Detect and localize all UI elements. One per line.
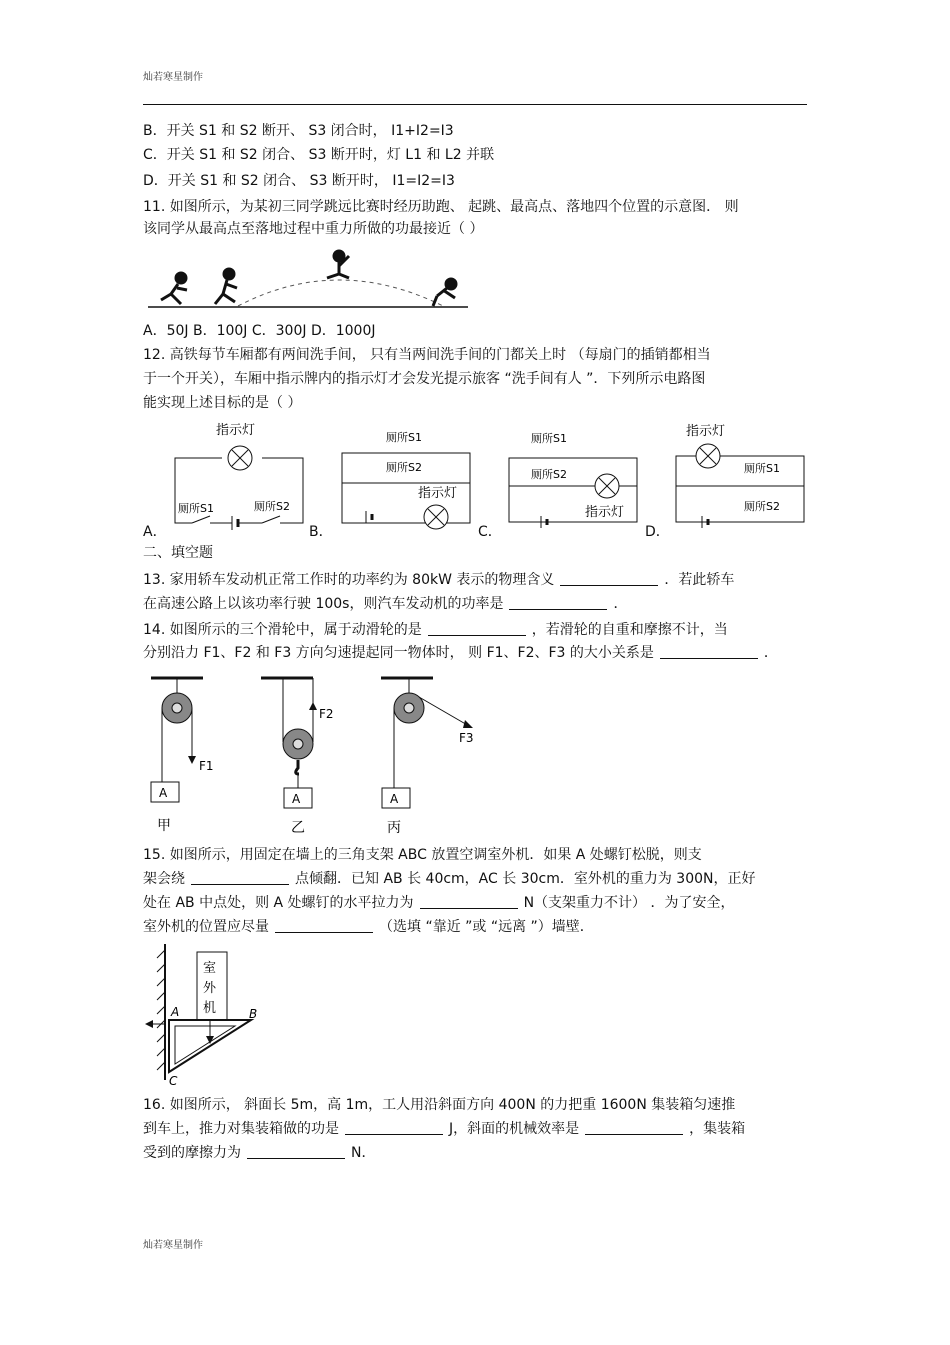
runner-icon [161, 273, 187, 304]
svg-text:A: A [390, 792, 399, 806]
jumper-landing-icon [433, 279, 456, 306]
circuit-b-label: B． [309, 524, 333, 540]
q10-option-c: C．开关 S1 和 S2 闭合、 S3 断开时，灯 L1 和 L2 并联 [143, 147, 495, 163]
answer-blank[interactable] [660, 644, 758, 659]
svg-text:室: 室 [203, 961, 217, 976]
svg-text:厕所S1: 厕所S1 [531, 432, 567, 445]
q14-line1: 14. 如图所示的三个滑轮中，属于动滑轮的是 ，若滑轮的自重和摩擦不计，当 [143, 622, 728, 638]
q15-line4: 室外机的位置应尽量 （选填 “靠近 ”或 “远离 ”）墙壁． [143, 919, 594, 935]
answer-blank[interactable] [509, 595, 607, 610]
q11-stem-line1: 11. 如图所示，为某初三同学跳远比赛时经历助跑、 起跳、最高点、落地四个位置的示意图． 则 [143, 199, 739, 215]
point-b-label: B [249, 1007, 258, 1021]
q12-stem-line1: 12. 高铁每节车厢都有两间洗手间， 只有当两间洗手间的门都关上时 （每扇门的插销都相当 [143, 347, 711, 363]
svg-text:指示灯: 指示灯 [418, 486, 458, 501]
label-yi: 乙 [291, 820, 305, 836]
svg-text:厕所S2: 厕所S2 [744, 500, 780, 513]
svg-text:外: 外 [203, 981, 217, 996]
pulley-yi [261, 678, 334, 836]
svg-text:厕所S2: 厕所S2 [531, 468, 567, 481]
circuit-c [505, 428, 641, 528]
bracket-figure [143, 940, 273, 1090]
circuit-d-label: D． [645, 524, 670, 540]
q15-line2: 架会绕 点倾翻．已知 AB 长 40cm，AC 长 30cm．室外机的重力为 300N，正好 [143, 871, 756, 887]
svg-text:F3: F3 [459, 731, 474, 745]
q16-line1: 16. 如图所示， 斜面长 5m，高 1m，工人用沿斜面方向 400N 的力把重 1600N 集装箱匀速推 [143, 1097, 736, 1113]
svg-text:机: 机 [203, 1001, 217, 1016]
label-bing: 丙 [387, 820, 401, 836]
q15-line3: 处在 AB 中点处，则 A 处螺钉的水平拉力为 N（支架重力不计） ．为了安全， [143, 895, 735, 911]
q12-stem-line3: 能实现上述目标的是（ ） [143, 395, 302, 411]
switch-s1-label: 厕所S1 [178, 502, 214, 515]
circuit-c-label: C． [478, 524, 502, 540]
circuit-b [338, 425, 474, 530]
q12-stem-line2: 于一个开关），车厢中指示牌内的指示灯才会发光提示旅客 “洗手间有人 ”．下列所示电路图 [143, 371, 706, 387]
circuit-a-label: A． [143, 524, 167, 540]
svg-text:F2: F2 [319, 707, 334, 721]
answer-blank[interactable] [420, 894, 518, 909]
q14-line2: 分别沿力 F1、F2 和 F3 方向匀速提起同一物体时， 则 F1、F2、F3 的大小关系是 ． [143, 645, 778, 661]
q16-line2: 到车上，推力对集装箱做的功是 J，斜面的机械效率是 ，集装箱 [143, 1121, 746, 1137]
circuit-a [172, 418, 307, 530]
svg-text:厕所S2: 厕所S2 [386, 461, 422, 474]
q11-options: A．50J B．100J C．300J D．1000J [143, 323, 376, 339]
answer-blank[interactable] [345, 1120, 443, 1135]
circuit-d [672, 420, 810, 528]
point-c-label: C [169, 1074, 178, 1088]
lamp-label: 指示灯 [216, 423, 256, 438]
jumper-takeoff-icon [215, 269, 237, 304]
answer-blank[interactable] [191, 870, 289, 885]
answer-blank[interactable] [247, 1144, 345, 1159]
section-fill-in: 二、填空题 [143, 545, 213, 561]
answer-blank[interactable] [560, 571, 658, 586]
point-a-label: A [171, 1005, 180, 1019]
long-jump-figure [143, 244, 473, 314]
jumper-highest-icon [327, 251, 349, 278]
pulley-bing [381, 678, 474, 836]
svg-text:F1: F1 [199, 759, 214, 773]
answer-blank[interactable] [275, 918, 373, 933]
q10-option-d: D．开关 S1 和 S2 闭合、 S3 断开时， I1=I2=I3 [143, 173, 455, 189]
svg-text:指示灯: 指示灯 [686, 424, 726, 439]
pulley-jia [151, 678, 214, 834]
q15-line1: 15. 如图所示，用固定在墙上的三角支架 ABC 放置空调室外机．如果 A 处螺钉松脱，则支 [143, 847, 702, 863]
label-jia: 甲 [157, 818, 171, 834]
svg-text:厕所S1: 厕所S1 [744, 462, 780, 475]
page-header: 灿若寒星制作 [143, 72, 203, 83]
q10-option-b: B．开关 S1 和 S2 断开、 S3 闭合时， I1+I2=I3 [143, 123, 454, 139]
header-rule [143, 104, 807, 105]
pulley-figure [143, 670, 483, 838]
svg-text:A: A [159, 786, 168, 800]
svg-text:指示灯: 指示灯 [585, 505, 625, 520]
q11-stem-line2: 该同学从最高点至落地过程中重力所做的功最接近（ ） [143, 221, 484, 237]
svg-text:A: A [292, 792, 301, 806]
q13-line1: 13. 家用轿车发动机正常工作时的功率约为 80kW 表示的物理含义 ．若此轿车 [143, 572, 735, 588]
switch-s2-label: 厕所S2 [254, 500, 290, 513]
q13-line2: 在高速公路上以该功率行驶 100s，则汽车发动机的功率是 ． [143, 596, 628, 612]
answer-blank[interactable] [585, 1120, 683, 1135]
answer-blank[interactable] [428, 621, 526, 636]
page-footer: 灿若寒星制作 [143, 1240, 203, 1251]
q16-line3: 受到的摩擦力为 N． [143, 1145, 376, 1161]
svg-text:厕所S1: 厕所S1 [386, 431, 422, 444]
